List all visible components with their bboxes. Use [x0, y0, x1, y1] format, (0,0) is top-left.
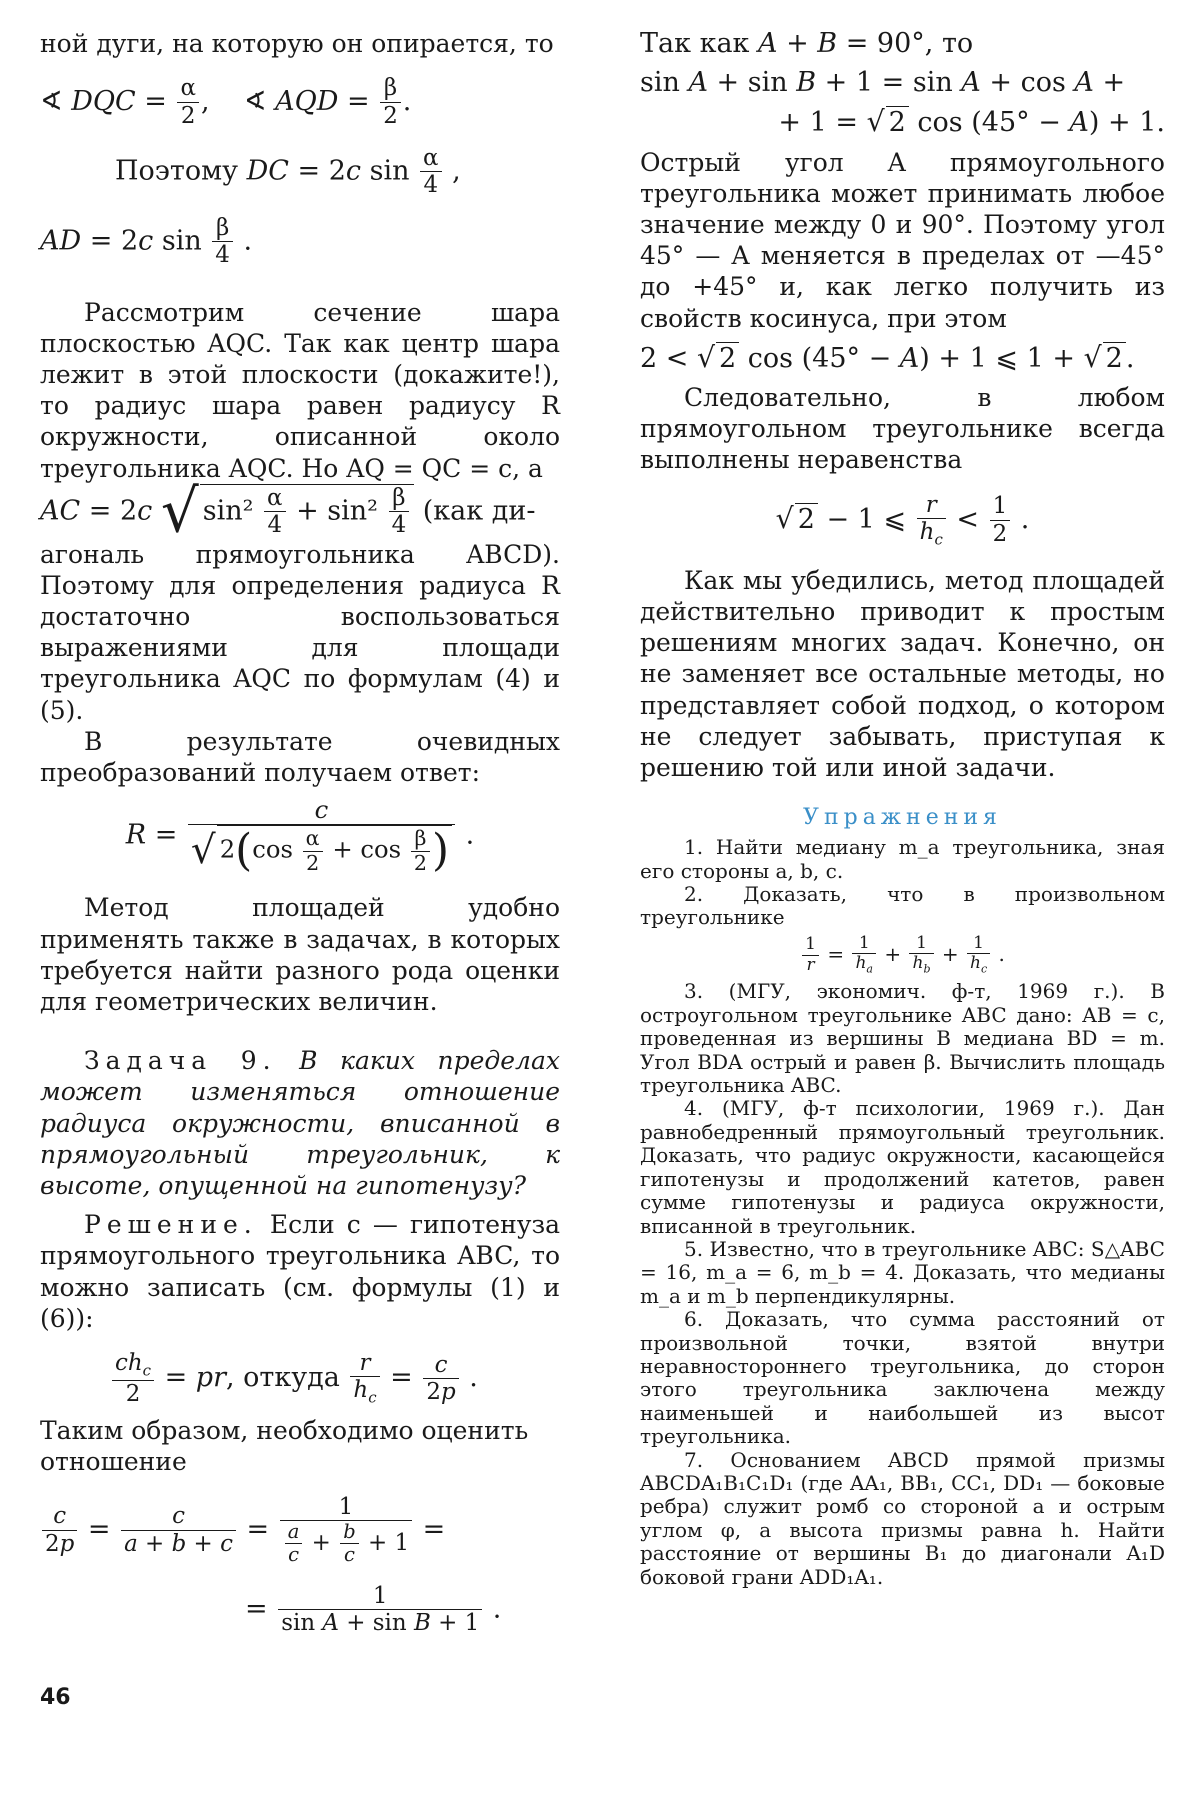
task-label: Задача 9.	[84, 1046, 277, 1076]
formula-ratio-2: = $\frac{1}{\text{sin A + sin B + 1}}$ .	[245, 1582, 502, 1637]
paragraph-5: Метод площадей удобно применять также в задачах, в которых требуется найти разного рода оценки для геометрических величин.	[40, 893, 560, 1016]
formula-ratio-1: $\frac{c}{2p}$ = $\frac{c}{a + b + c}$ = 1 $\frac{a}{c}$ + $\frac{b}{c}$ + 1 =	[40, 1494, 560, 1567]
exercise-6: 6. Доказать, что сумма расстояний от произвольной точки, взятой внутри неравностороннего треугольника, до сторон этого треугольника заключена между наименьшей и наибольшей из высот треугольника.	[640, 1307, 1165, 1449]
angle-icon: ∢	[40, 85, 63, 117]
exercise-7: 7. Основанием ABCD прямой призмы ABCDA₁B₁C₁D₁ (где AA₁, BB₁, CC₁, DD₁ — боковые ребра) служит ромб со стороной a и острым углом φ, а высота призмы равна h. Найти расстояние от вершины B₁ до диагонали A₁D боковой грани ADD₁A₁.	[640, 1447, 1165, 1589]
solution-label: Решение.	[84, 1210, 258, 1240]
formula-bounds: 2 < √ 2 cos (45° − A) + 1 ⩽ 1 + √ 2 .	[640, 340, 1135, 374]
formula-inequality: √ 2 − 1 ⩽ $\frac{r}{h_c}$ < $\frac{1}{2}$ .	[775, 491, 1030, 549]
exercise-1: 1. Найти медиану m_a треугольника, зная его стороны a, b, c.	[640, 835, 1165, 883]
formula-sin-sum: sin A + sin B + 1 = sin A + cos A +	[640, 67, 1126, 99]
exercise-5: 5. Известно, что в треугольнике ABC: S△ABC = 16, m_a = 6, m_b = 4. Доказать, что медианы m_a и m_b перпендикулярны.	[640, 1236, 1165, 1308]
paragraph-3: агональ прямоугольника ABCD). Поэтому для определения радиуса R достаточно воспользоваться выражениями для площади треугольника AQC по формулам (4) и (5).	[40, 539, 560, 725]
formula-cos-45: + 1 = √ 2 cos (45° − A) + 1.	[778, 105, 1165, 139]
task-text: В каких пределах может изменяться отношение радиуса окружности, вписанной в прямоугольный треугольник, к высоте, опущенной на гипотенузу?	[40, 1046, 560, 1201]
angle-dqc-formula: ∢ DQC = $\frac{\alpha}{2}$ ,	[40, 75, 210, 129]
exercises-heading: Упражнения	[803, 805, 1002, 831]
paragraph-4: В результате очевидных преобразований получаем ответ:	[40, 726, 560, 787]
exercise-2: 2. Доказать, что в произвольном треугольнике	[640, 882, 1165, 930]
right-column	[640, 28, 1165, 1589]
solution	[40, 1209, 560, 1334]
paragraph-r1: Острый угол A прямоугольного треугольника может принимать любое значение между 0 и 90°. Поэтому угол 45° — A меняется в пределах от —45° до +45° и, как легко получить из свойств косинуса, при этом	[640, 147, 1165, 333]
page-number: 46	[40, 1685, 71, 1710]
exercise-2-formula: $\frac{1}{r}$ = $\frac{1}{h_a}$ + $\frac{1}{h_b}$ + $\frac{1}{h_c}$ .	[640, 934, 1165, 977]
formula-r-hc: $\frac{ch_c}{2}$ = pr, откуда $\frac{r}{h_c}$ = $\frac{c}{2p}$ .	[40, 1350, 560, 1407]
paragraph-2: Рассмотрим сечение шара плоскостью AQC. Так как центр шара лежит в этой плоскости (докажите!), то радиус шара равен радиусу R окружности, описанной около треугольника AQC. Но AQ = QC = c, а	[40, 297, 560, 483]
angle-aqd-formula: ∢ AQD = $\frac{\beta}{2}$ .	[243, 75, 412, 129]
formula-ad: AD = 2c sin $\frac{\beta}{4}$ .	[40, 214, 253, 269]
left-column	[40, 28, 560, 1637]
formula-angles	[40, 75, 560, 129]
left-p1: ной дуги, на которую он опирается, то	[40, 29, 554, 58]
formula-ac: AC = 2c √ sin² $\frac{\alpha}{4}$ + sin² $\frac{\beta}{4}$ (как ди-	[40, 477, 536, 547]
paragraph-1	[40, 28, 560, 59]
paragraph-6: Таким образом, необходимо оценить отношение	[40, 1416, 529, 1477]
formula-dc: Поэтому DC = 2c sin $\frac{\alpha}{4}$ ,	[115, 144, 461, 199]
paragraph-r3: Как мы убедились, метод площадей действительно приводит к простым решениям многих задач. Конечно, он не заменяет все остальные методы, но представляет собой подход, о котором не следует забывать, приступая к решению той или иной задачи.	[640, 565, 1165, 782]
exercise-4: 4. (МГУ, ф-т психологии, 1969 г.). Дан равнобедренный прямоугольный треугольник. Доказать, что радиус окружности, касающейся гипотенузы и продолжений катетов, равен сумме гипотенузы и радиуса окружности, вписанной в треугольник.	[640, 1096, 1165, 1238]
angle-icon: ∢	[243, 85, 267, 117]
exercise-3: 3. (МГУ, экономич. ф-т, 1969 г.). В остроугольном треугольнике ABC дано: AB = c, проведенная из вершины B медиана BD = m. Угол BDA острый и равен β. Вычислить площадь треугольника ABC.	[640, 979, 1165, 1098]
formula-answer-r: R = c √ 2(cos $\frac{\alpha}{2}$ + cos $\frac{\beta}{2}$ ) .	[125, 795, 475, 877]
task-9	[40, 1045, 560, 1201]
formula-sum-angles: Так как A + B = 90°, то	[640, 28, 974, 59]
paragraph-r2: Следовательно, в любом прямоугольном треугольнике всегда выполнены неравенства	[640, 383, 1165, 475]
solution-text: Если c — гипотенуза прямоугольного треугольника ABC, то можно записать (см. формулы (1) и (6)):	[40, 1210, 561, 1333]
